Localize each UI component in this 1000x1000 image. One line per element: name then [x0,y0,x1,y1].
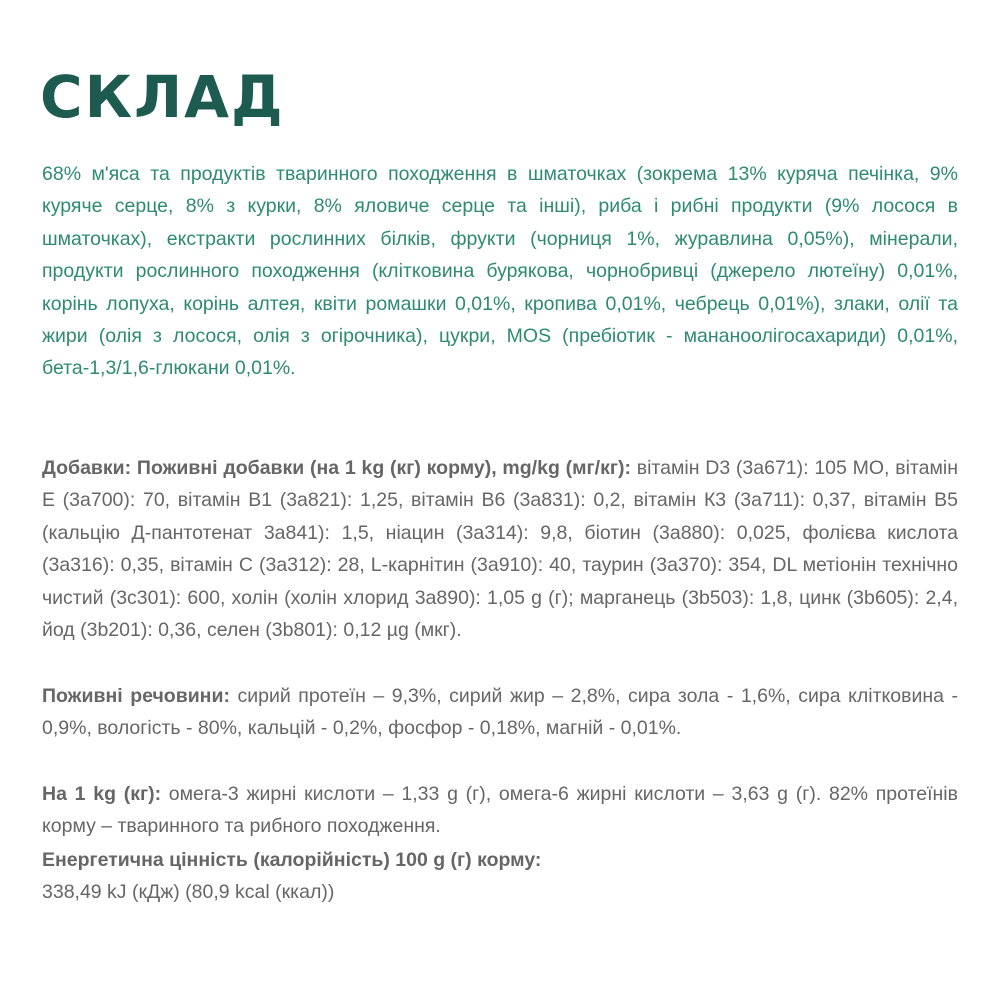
page-title: СКЛАД [40,63,285,131]
energy-section [42,844,958,909]
composition-text: 68% м'яса та продуктів тваринного походження в шматочках (зокрема 13% куряча печінка, 9% куряче серце, 8% з курки, 8% яловиче серце та інші), риба і рибні продукти (9% лосося в шматочках), екстракти рослинних білків, фрукти (чорниця 1%, журавлина 0,05%), мінерали, продукти рослинного походження (клітковина бурякова, чорнобривці (джерело лютеїну) 0,01%, корінь лопуха, корінь алтея, квіти ромашки 0,01%, кропива 0,01%, чебрець 0,01%), злаки, олії та жири (олія з лосося, олія з огірочника), цукри, MOS (пребіотик - мананоолігосахариди) 0,01%, бета-1,3/1,6-глюкани 0,01%. [42,163,958,380]
per-kg-label: На 1 kg (кг): [42,783,162,805]
additives-text: вітамін D3 (3a671): 105 МО, вітамін Е (3a700): 70, вітамін В1 (3a821): 1,25, вітамін В6 (3a831): 0,2, вітамін К3 (3a711): 0,37, вітамін В5 (кальцію Д-пантотенат 3a841): 1,5, ніацин (3a314): 9,8, біотин (3a880): 0,025, фолієва кислота (3a316): 0,35, вітамін С (3a312): 28, L-карнітин (3a910): 40, таурин (3a370): 354, DL метіонін технічно чистий (3c301): 600, холін (холін хлорид 3a890): 1,05 g (г); марганець (3b503): 1,8, цинк (3b605): 2,4, йод (3b201): 0,36, селен (3b801): 0,12 µg (мкг). [42,457,958,642]
additives-section [42,452,958,646]
energy-text: 338,49 kJ (кДж) (80,9 kcal (ккал)) [42,881,335,904]
nutrients-label: Поживні речовини: [42,685,230,707]
additives-label: Добавки: Поживні добавки (на 1 kg (кг) корму), mg/kg (мг/кг): [42,457,631,479]
nutrients-section [42,680,958,745]
nutrients-text: сирий протеїн – 9,3%, сирий жир – 2,8%, сира зола - 1,6%, сира клітковина - 0,9%, вологість - 80%, кальцій - 0,2%, фосфор - 0,18%, магній - 0,01%. [42,685,958,740]
per-kg-text: омега-3 жирні кислоти – 1,33 g (г), омега-6 жирні кислоти – 3,63 g (г). 82% протеїнів корму – тваринного та рибного походження. [42,783,958,838]
per-kg-section [42,778,958,843]
energy-label: Енергетична цінність (калорійність) 100 g (г) корму: [42,849,542,871]
